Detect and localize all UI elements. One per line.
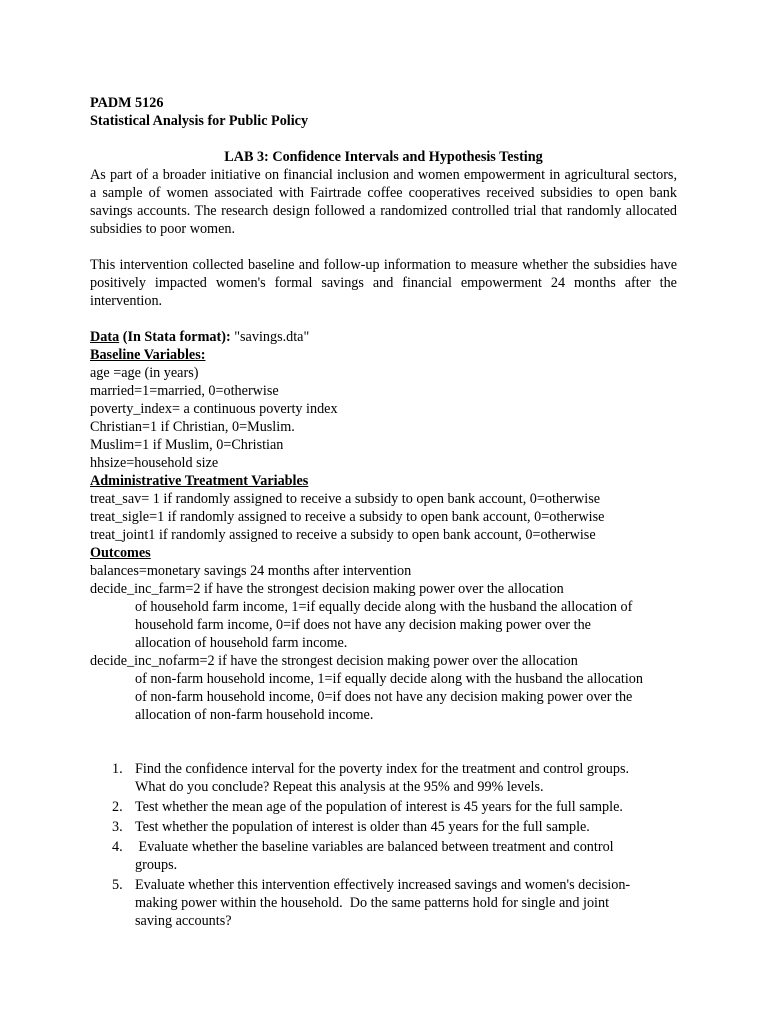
question-text-line: Evaluate whether this intervention effectively increased savings and women's decision- [135, 877, 631, 893]
question-text-line: Test whether the population of interest is older than 45 years for the full sample. [135, 819, 590, 835]
outcome-nofarm-continuation: of non-farm household income, 1=if equally decide along with the husband the allocation [135, 671, 643, 687]
question-number: 3. [112, 819, 123, 835]
baseline-variable-list [90, 364, 677, 472]
question-item [90, 876, 677, 930]
outcome-nofarm-continuation: of non-farm household income, 0=if does not have any decision making power over the [135, 689, 633, 705]
course-title: Statistical Analysis for Public Policy [90, 113, 309, 129]
question-text-line: making power within the household. Do the same patterns hold for single and joint [135, 895, 610, 911]
baseline-variable: age =age (in years) [90, 365, 199, 381]
admin-variable-list [90, 490, 677, 544]
question-number: 2. [112, 799, 123, 815]
question-number: 4. [112, 839, 123, 855]
question-number: 1. [112, 761, 123, 777]
baseline-variable: Muslim=1 if Muslim, 0=Christian [90, 437, 284, 453]
question-text-line: saving accounts? [135, 913, 232, 929]
baseline-variable: Christian=1 if Christian, 0=Muslim. [90, 419, 295, 435]
question-item [90, 838, 677, 874]
outcome-nofarm-first-line: decide_inc_nofarm=2 if have the strongest decision making power over the allocation [90, 653, 578, 669]
admin-treatment-heading: Administrative Treatment Variables [90, 473, 309, 489]
outcome-balances: balances=monetary savings 24 months after intervention [90, 563, 412, 579]
outcomes-heading: Outcomes [90, 545, 151, 561]
data-format-label: (In Stata format): [122, 329, 231, 345]
question-text-line: Test whether the mean age of the population of interest is 45 years for the full sample. [135, 799, 623, 815]
spacer [90, 130, 677, 148]
outcome-farm-continuation: of household farm income, 1=if equally decide along with the husband the allocation of [135, 599, 633, 615]
spacer [90, 742, 677, 760]
outcome-farm-first-line: decide_inc_farm=2 if have the strongest decision making power over the allocation [90, 581, 564, 597]
admin-variable: treat_joint1 if randomly assigned to receive a subsidy to open bank account, 0=otherwise [90, 527, 596, 543]
baseline-variable: married=1=married, 0=otherwise [90, 383, 279, 399]
question-item [90, 798, 677, 816]
admin-variable: treat_sigle=1 if randomly assigned to receive a subsidy to open bank account, 0=otherwise [90, 509, 605, 525]
baseline-variable: hhsize=household size [90, 455, 219, 471]
outcome-farm-continuation: household farm income, 0=if does not have any decision making power over the [135, 617, 591, 633]
spacer [90, 238, 677, 256]
question-list [90, 760, 677, 930]
spacer [90, 724, 677, 742]
question-item [90, 818, 677, 836]
admin-variable: treat_sav= 1 if randomly assigned to receive a subsidy to open bank account, 0=otherwise [90, 491, 601, 507]
lab-title: LAB 3: Confidence Intervals and Hypothesis Testing [224, 149, 543, 165]
question-text-line: groups. [135, 857, 178, 873]
question-text-line: Evaluate whether the baseline variables are balanced between treatment and control [135, 839, 614, 855]
course-code: PADM 5126 [90, 95, 164, 111]
data-label: Data [90, 329, 120, 345]
baseline-heading: Baseline Variables: [90, 347, 206, 363]
data-file: "savings.dta" [234, 329, 310, 345]
baseline-variable: poverty_index= a continuous poverty index [90, 401, 338, 417]
intro-paragraph-1: As part of a broader initiative on financial inclusion and women empowerment in agricultural sectors, a sample of women associated with Fairtrade coffee cooperatives received subsidies to open bank savings accounts. The research design followed a randomized controlled trial that randomly allocated subsidies to poor women. [90, 167, 677, 237]
outcome-farm-continuation: allocation of household farm income. [135, 635, 348, 651]
data-line [90, 328, 677, 346]
spacer [90, 310, 677, 328]
document-page [90, 94, 677, 930]
question-text-line: What do you conclude? Repeat this analysis at the 95% and 99% levels. [135, 779, 544, 795]
question-number: 5. [112, 877, 123, 893]
question-item [90, 760, 677, 796]
outcome-nofarm-continuation: allocation of non-farm household income. [135, 707, 374, 723]
question-text-line: Find the confidence interval for the poverty index for the treatment and control groups. [135, 761, 630, 777]
intro-paragraph-2: This intervention collected baseline and follow-up information to measure whether the subsidies have positively impacted women's formal savings and financial empowerment 24 months after the intervention. [90, 257, 677, 309]
